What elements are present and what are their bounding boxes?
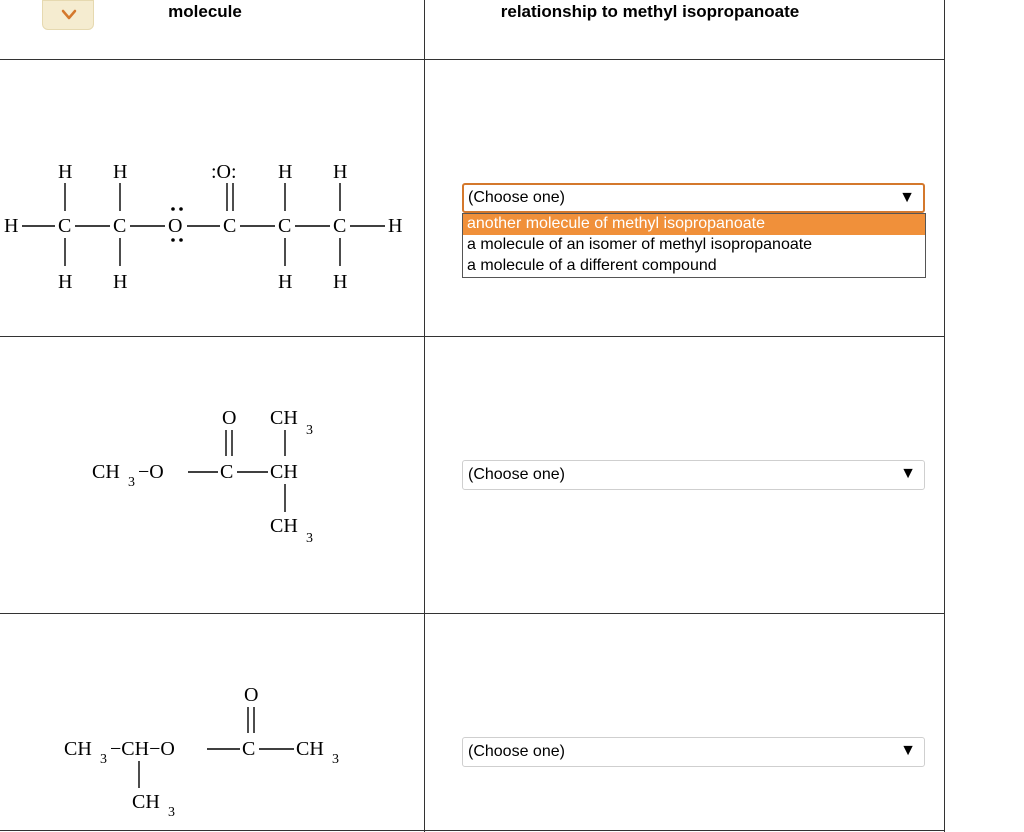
svg-text:3: 3 (168, 805, 175, 820)
svg-text:CH: CH (270, 461, 298, 483)
table-right-border (944, 0, 945, 832)
svg-text:C: C (333, 215, 347, 237)
carbonyl-oxygen-label: :O: (211, 161, 237, 183)
header-bottom-border (0, 59, 945, 60)
carbonyl-oxygen-label: O (244, 684, 259, 706)
svg-text:−O: −O (138, 461, 164, 483)
relationship-select-3[interactable] (462, 737, 925, 767)
svg-text:3: 3 (100, 752, 107, 767)
svg-text:CH: CH (64, 738, 92, 760)
header-molecule: molecule (168, 2, 242, 21)
row-divider (0, 336, 945, 337)
svg-text:C: C (223, 215, 237, 237)
svg-text:C: C (278, 215, 292, 237)
svg-text:3: 3 (306, 531, 313, 546)
column-divider (424, 0, 425, 832)
svg-text:H: H (278, 161, 293, 183)
relationship-dropdown-list (462, 213, 926, 278)
svg-text:H: H (388, 215, 403, 237)
collapse-toggle-button[interactable] (42, 0, 94, 30)
svg-text:H: H (4, 215, 19, 237)
select-value: (Choose one) (468, 189, 565, 206)
header-relationship: relationship to methyl isopropanoate (500, 2, 800, 21)
svg-text:CH: CH (296, 738, 324, 760)
svg-text:C: C (220, 461, 234, 483)
ether-oxygen-label: O (168, 215, 183, 237)
svg-text:H: H (333, 271, 348, 293)
svg-text:H: H (58, 271, 73, 293)
svg-text:H: H (278, 271, 293, 293)
svg-text:3: 3 (306, 423, 313, 438)
carbonyl-oxygen-label: O (222, 407, 237, 429)
svg-text:CH: CH (270, 515, 298, 537)
svg-text:H: H (113, 271, 128, 293)
svg-text:3: 3 (332, 752, 339, 767)
svg-text:CH: CH (132, 791, 160, 813)
svg-text:C: C (242, 738, 256, 760)
select-value: (Choose one) (468, 743, 565, 760)
relationship-select-1[interactable] (462, 183, 925, 213)
select-value: (Choose one) (468, 466, 565, 483)
table-bottom-border (0, 830, 945, 831)
option-isomer[interactable]: a molecule of an isomer of methyl isopropanoate (467, 236, 813, 253)
molecule-3-structure (60, 680, 380, 830)
molecule-1-structure (0, 150, 420, 300)
option-same-molecule[interactable]: another molecule of methyl isopropanoate (463, 214, 925, 235)
svg-text:3: 3 (128, 475, 135, 490)
svg-text:C: C (113, 215, 127, 237)
option-different-compound[interactable]: a molecule of a different compound (467, 257, 717, 274)
svg-text:C: C (58, 215, 72, 237)
row-divider (0, 613, 945, 614)
relationship-select-2[interactable] (462, 460, 925, 490)
svg-text:CH: CH (270, 407, 298, 429)
svg-text:H: H (58, 161, 73, 183)
svg-text:H: H (333, 161, 348, 183)
dropdown-arrow-icon: ▼ (900, 742, 916, 759)
svg-text:H: H (113, 161, 128, 183)
svg-text:−CH−O: −CH−O (110, 738, 175, 760)
svg-text:CH: CH (92, 461, 120, 483)
chevron-down-icon (60, 7, 78, 23)
dropdown-arrow-icon: ▼ (899, 189, 915, 206)
dropdown-arrow-icon: ▼ (900, 465, 916, 482)
molecule-2-structure (80, 400, 380, 550)
